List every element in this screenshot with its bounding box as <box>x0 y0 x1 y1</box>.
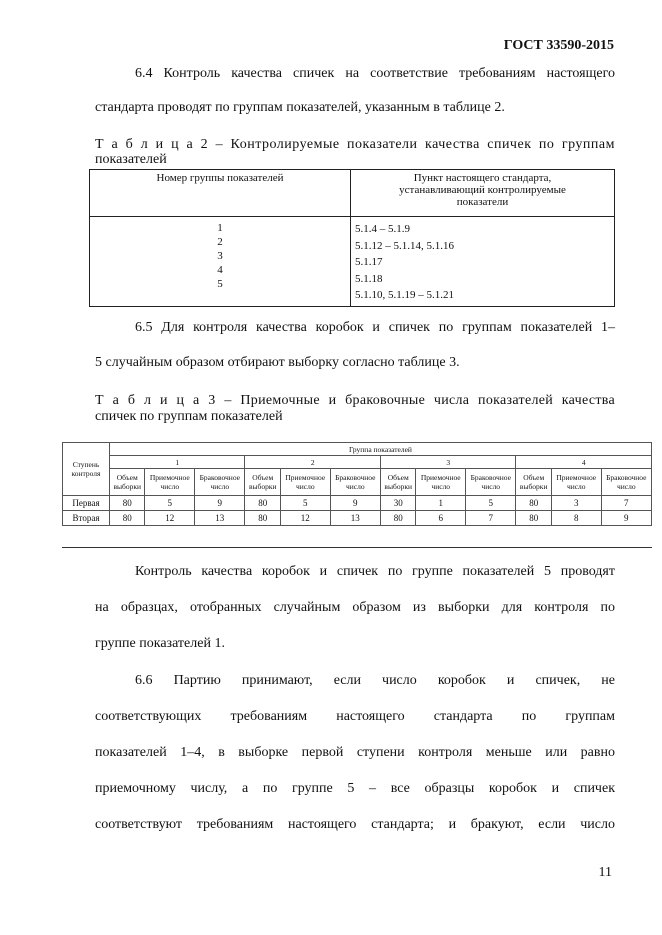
paragraph-6-5-line-2: 5 случайным образом отбирают выборку согласно таблице 3. <box>95 355 460 370</box>
sub-header-line: Объем <box>523 473 545 482</box>
table-cell: 8 <box>551 511 601 526</box>
sub-header-line: число <box>431 482 451 491</box>
table-cell: 9 <box>330 496 380 511</box>
table-2-col2-header: Пункт настоящего стандарта, устанавливающий контролируемые показатели <box>351 170 615 217</box>
sub-header-line: выборки <box>113 482 142 491</box>
sub-header-line: Объем <box>387 473 409 482</box>
table-2-caption-line-1: Т а б л и ц а 2 – Контролируемые показатели качества спичек по группам <box>95 137 615 152</box>
table-cell: 6 <box>416 511 466 526</box>
table-cell: 5.1.12 – 5.1.14, 5.1.16 <box>355 239 454 252</box>
table-cell: 7 <box>601 496 651 511</box>
table-3-caption-line-1: Т а б л и ц а 3 – Приемочные и браковочные числа показателей качества <box>95 393 615 408</box>
paragraph-6-6-line-2: соответствующих требованиям настоящего стандарта по группам <box>95 709 615 724</box>
sub-header-cell <box>245 469 280 496</box>
sub-header-line: Объем <box>116 473 138 482</box>
table-row <box>63 511 652 526</box>
sub-header-line: Объем <box>252 473 274 482</box>
sub-header-line: Приемочное <box>556 473 597 482</box>
sub-header-line: число <box>345 482 365 491</box>
table-cell: 80 <box>110 511 145 526</box>
sub-header-cell <box>380 469 415 496</box>
table-cell: 5.1.10, 5.1.19 – 5.1.21 <box>355 289 454 301</box>
sub-header-line: Браковочное <box>199 473 240 482</box>
table-cell: 13 <box>195 511 245 526</box>
stage-header: Ступень контроля <box>63 443 110 496</box>
document-header: ГОСТ 33590-2015 <box>503 38 614 53</box>
sub-header-line: число <box>160 482 180 491</box>
sub-header-line: выборки <box>384 482 412 491</box>
table-cell: 9 <box>195 496 245 511</box>
sub-header-line: Приемочное <box>285 473 326 482</box>
paragraph-6-4-line-2: стандарта проводят по группам показателей, указанным в таблице 2. <box>95 100 505 115</box>
table-cell: 2 <box>217 236 223 248</box>
paragraph-6-6-line-4: приемочному числу, а по группе 5 – все образцы коробок и спичек <box>95 781 615 796</box>
table-cell: 80 <box>380 511 415 526</box>
table-cell: 7 <box>466 511 516 526</box>
paragraph-6-6-line-3: показателей 1–4, в выборке первой ступени контроля меньше или равно <box>95 745 615 760</box>
table-cell: 12 <box>280 511 330 526</box>
sub-header-cell <box>195 469 245 496</box>
sub-header-cell <box>330 469 380 496</box>
sub-header-line: Приемочное <box>420 473 461 482</box>
table-2-clauses <box>351 217 615 307</box>
sub-header-line: выборки <box>519 482 548 491</box>
sub-header-line: Приемочное <box>149 473 190 482</box>
sub-header-line: выборки <box>248 482 277 491</box>
sub-header-line: число <box>616 482 636 491</box>
group-1-header: 1 <box>110 456 245 469</box>
table-cell: 80 <box>245 496 280 511</box>
table-row <box>63 496 652 511</box>
table-cell: 80 <box>110 496 145 511</box>
sub-header-row <box>63 469 652 496</box>
sub-header-line: число <box>566 482 586 491</box>
table-2 <box>89 169 615 307</box>
table-cell: 3 <box>551 496 601 511</box>
sub-header-line: Браковочное <box>470 473 511 482</box>
paragraph-p3-line-3: группе показателей 1. <box>95 636 225 651</box>
table-cell: 4 <box>217 264 223 276</box>
group-2-header: 2 <box>245 456 380 469</box>
group-header: Группа показателей <box>110 443 652 456</box>
table-3-caption-line-2: спичек по группам показателей <box>95 409 283 424</box>
paragraph-p3-line-2: на образцах, отобранных случайным образом из выборки для контроля по <box>95 600 615 615</box>
paragraph-p3-line-1: Контроль качества коробок и спичек по группе показателей 5 проводят <box>135 564 615 579</box>
table-cell: 5 <box>217 278 223 290</box>
sub-header-line: число <box>481 482 501 491</box>
sub-header-cell <box>601 469 651 496</box>
table-2-group-numbers <box>90 217 351 307</box>
table-2-col1-header: Номер группы показателей <box>90 170 351 217</box>
separator-line <box>62 547 652 548</box>
table-cell: 12 <box>145 511 195 526</box>
stage-first: Первая <box>63 496 110 511</box>
table-cell: 13 <box>330 511 380 526</box>
sub-header-cell <box>416 469 466 496</box>
table-cell: 80 <box>516 511 551 526</box>
sub-header-cell <box>551 469 601 496</box>
table-cell: 5 <box>466 496 516 511</box>
table-cell: 1 <box>416 496 466 511</box>
table-cell: 3 <box>217 250 223 262</box>
table-2-caption-line-2: показателей <box>95 152 167 167</box>
table-cell: 5.1.4 – 5.1.9 <box>355 223 410 235</box>
table-cell: 80 <box>516 496 551 511</box>
table-cell: 9 <box>601 511 651 526</box>
sub-header-cell <box>110 469 145 496</box>
table-cell: 30 <box>380 496 415 511</box>
sub-header-line: число <box>295 482 315 491</box>
group-4-header: 4 <box>516 456 652 469</box>
table-3 <box>62 442 652 526</box>
table-cell: 5.1.17 <box>355 256 383 268</box>
paragraph-6-5-line-1: 6.5 Для контроля качества коробок и спичек по группам показателей 1– <box>135 320 615 335</box>
sub-header-cell <box>466 469 516 496</box>
sub-header-cell <box>145 469 195 496</box>
table-cell: 5.1.18 <box>355 272 383 285</box>
sub-header-cell <box>516 469 551 496</box>
paragraph-6-6-line-5: соответствуют требованиям настоящего стандарта; и бракуют, если число <box>95 817 615 832</box>
sub-header-line: число <box>210 482 230 491</box>
sub-header-line: Браковочное <box>606 473 647 482</box>
group-3-header: 3 <box>380 456 515 469</box>
sub-header-cell <box>280 469 330 496</box>
paragraph-6-4-line-1: 6.4 Контроль качества спичек на соответствие требованиям настоящего <box>135 66 615 81</box>
table-cell: 5 <box>145 496 195 511</box>
table-cell: 1 <box>217 222 223 234</box>
paragraph-6-6-line-1: 6.6 Партию принимают, если число коробок и спичек, не <box>135 673 615 688</box>
table-cell: 5 <box>280 496 330 511</box>
table-cell: 80 <box>245 511 280 526</box>
page-number: 11 <box>598 865 612 880</box>
sub-header-line: Браковочное <box>335 473 376 482</box>
stage-second: Вторая <box>63 511 110 526</box>
